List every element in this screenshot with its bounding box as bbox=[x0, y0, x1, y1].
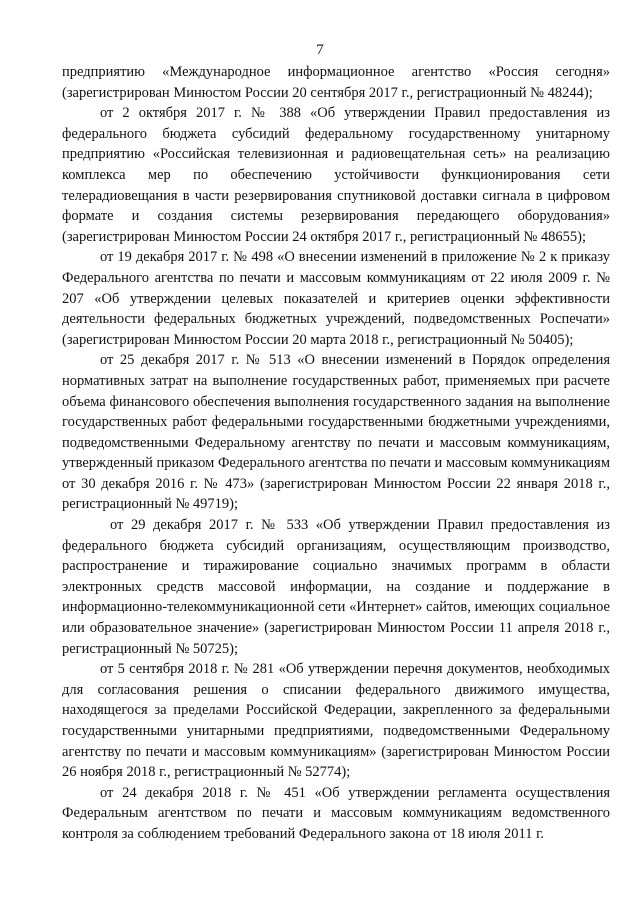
page-number: 7 bbox=[316, 42, 324, 58]
paragraph: от 24 декабря 2018 г. № 451 «Об утверждении регламента осуществления Федеральным агентством по печати и массовым коммуникациям ведомственного контроля за соблюдением требований Федерального закона от 18 июля 2011 г. bbox=[62, 784, 610, 842]
document-body bbox=[62, 62, 610, 845]
paragraph: от 29 декабря 2017 г. № 533 «Об утверждении Правил предоставления из федерального бюджета субсидий организациям, осуществляющим производство, распространение и тиражирование социально значимых программ в области электронных средств массовой информации, на создание и поддержание в информационно-телекоммуникационной сети «Интернет» сайтов, имеющих социальное или образовательное значение» (зарегистрирован Минюстом России 11 апреля 2018 г., регистрационный № 50725); bbox=[62, 517, 610, 657]
paragraph: от 5 сентября 2018 г. № 281 «Об утверждении перечня документов, необходимых для согласования решения о списании федерального движимого имущества, находящегося за пределами Российской Федерации, закрепленного за федеральными государственными унитарными предприятиями, подведомственными Федеральному агентству по печати и массовым коммуникациям» (зарегистрирован Минюстом России 26 ноября 2018 г., регистрационный № 52774); bbox=[62, 661, 610, 781]
paragraph: от 19 декабря 2017 г. № 498 «О внесении изменений в приложение № 2 к приказу Федерального агентства по печати и массовым коммуникациям от 22 июля 2009 г. № 207 «Об утверждении целевых показателей и критериев оценки эффективности деятельности федеральных бюджетных учреждений, подведомственных Роспечати» (зарегистрирован Минюстом России 20 марта 2018 г., регистрационный № 50405); bbox=[62, 249, 610, 348]
paragraph: от 25 декабря 2017 г. № 513 «О внесении изменений в Порядок определения нормативных затрат на выполнение государственных работ, применяемых при расчете объема финансового обеспечения выполнения государственного задания на выполнение государственных работ федеральными государственными бюджетными учреждениями, подведомственными Федеральному агентству по печати и массовым коммуникациям, утвержденный приказом Федерального агентства по печати и массовым коммуникациям от 30 декабря 2016 г. № 473» (зарегистрирован Минюстом России 22 января 2018 г., регистрационный № 49719); bbox=[62, 352, 610, 513]
paragraph: предприятию «Международное информационное агентство «Россия сегодня» (зарегистрирован Минюстом России 20 сентября 2017 г., регистрационный № 48244); bbox=[62, 64, 610, 101]
paragraph: от 2 октября 2017 г. № 388 «Об утверждении Правил предоставления из федерального бюджета субсидий федеральному государственному унитарному предприятию «Российская телевизионная и радиовещательная сеть» на реализацию комплекса мер по обеспечению устойчивости функционирования сети телерадиовещания в части резервирования спутниковой доставки сигнала в цифровом формате и создания системы резервирования передающего оборудования» (зарегистрирован Минюстом России 24 октября 2017 г., регистрационный № 48655); bbox=[62, 105, 610, 245]
